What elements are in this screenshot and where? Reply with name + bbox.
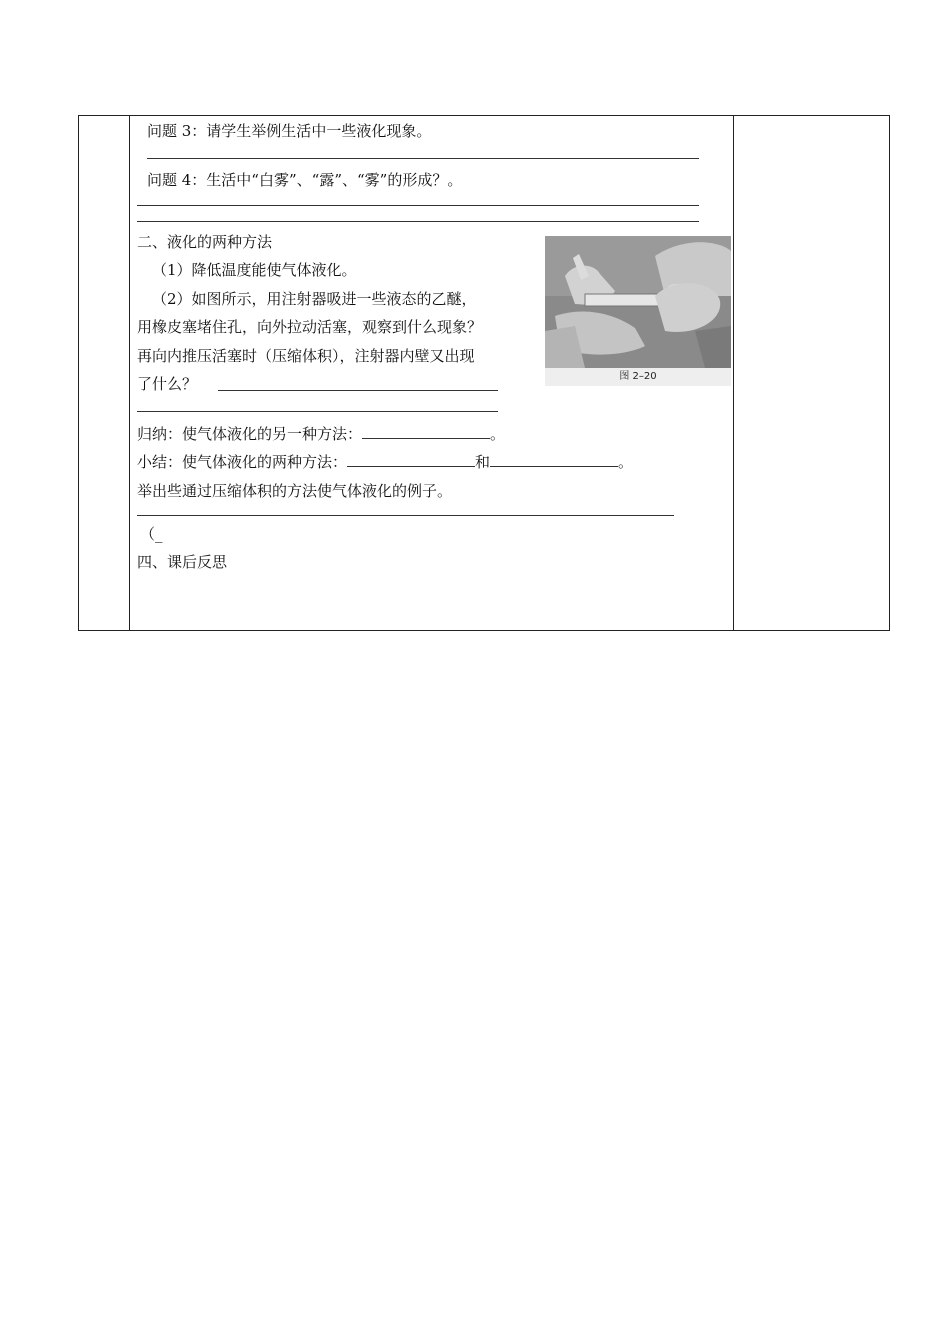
answer-line-method-2-1	[218, 390, 498, 391]
answer-line-method-2-2	[137, 411, 498, 412]
column-divider-left	[129, 116, 130, 630]
conclusion-blank-1	[347, 452, 475, 467]
method-2-line-3: 再向内推压活塞时（压缩体积），注射器内壁又出现	[137, 347, 475, 365]
section-2-heading: 二、液化的两种方法	[137, 233, 273, 251]
answer-line-q3	[147, 158, 699, 159]
conclusion-and: 和	[475, 453, 491, 471]
conclusion-end: 。	[618, 453, 634, 471]
conclusion-label: 小结：使气体液化的两种方法：	[137, 453, 348, 471]
figure-caption: 图 2–20	[545, 368, 731, 386]
induction-end: 。	[490, 425, 506, 443]
answer-line-q4-1	[137, 205, 699, 206]
answer-line-examples	[137, 515, 674, 516]
method-2-line-1: （2）如图所示，用注射器吸进一些液态的乙醚，	[152, 290, 477, 308]
induction-blank	[362, 424, 490, 439]
paren-mark: （_	[140, 525, 163, 543]
column-divider-right	[733, 116, 734, 630]
method-1: （1）降低温度能使气体液化。	[152, 261, 357, 279]
syringe-figure	[545, 236, 731, 386]
conclusion-blank-2	[490, 452, 618, 467]
induction-label: 归纳：使气体液化的另一种方法：	[137, 425, 363, 443]
conclusion-line	[137, 452, 633, 472]
answer-line-q4-2	[137, 221, 699, 222]
method-2-line-2: 用橡皮塞堵住孔，向外拉动活塞，观察到什么现象？	[137, 318, 483, 336]
method-2-line-4: 了什么？	[137, 375, 198, 393]
question-4: 问题 4：生活中“白雾”、“露”、“雾”的形成？。	[147, 171, 463, 189]
induction-line	[137, 424, 505, 444]
example-prompt: 举出些通过压缩体积的方法使气体液化的例子。	[137, 482, 453, 500]
syringe-hand-illustration	[545, 236, 731, 368]
section-4-heading: 四、课后反思	[137, 553, 228, 571]
question-3: 问题 3：请学生举例生活中一些液化现象。	[147, 122, 432, 140]
